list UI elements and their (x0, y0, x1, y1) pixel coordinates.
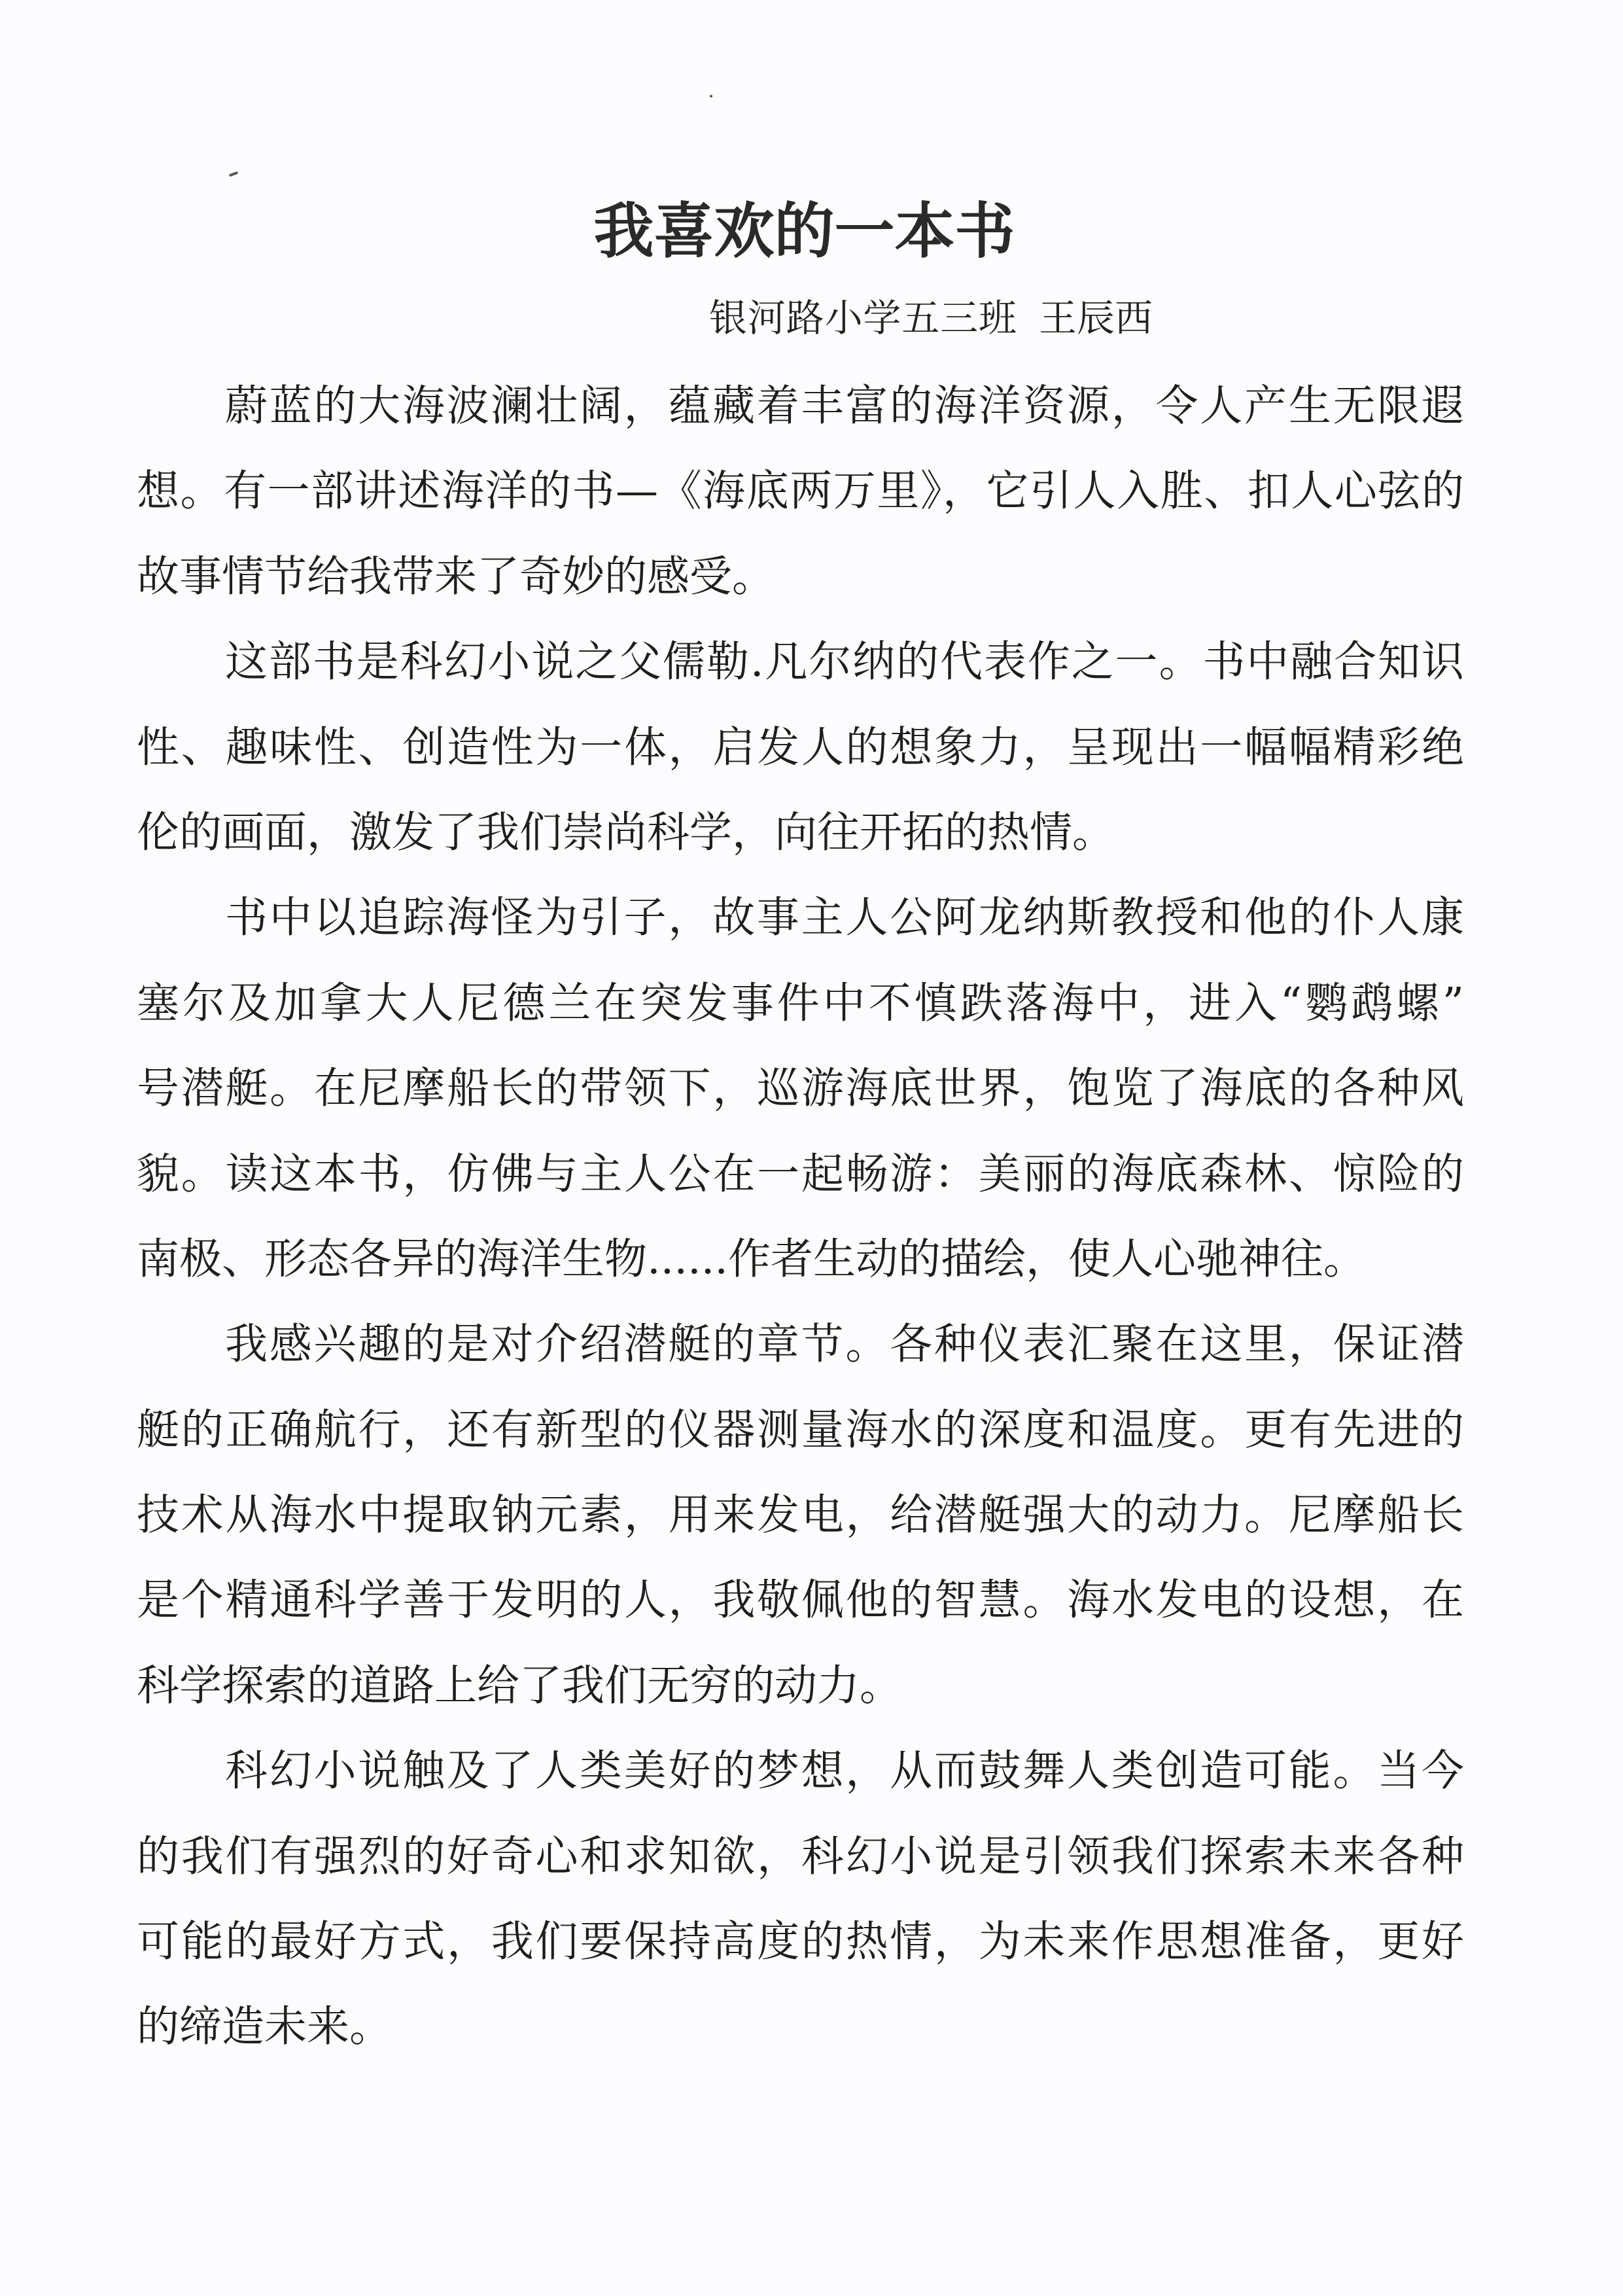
text-line: 是个精通科学善于发明的人，我敬佩他的智慧。海水发电的设想，在 (137, 1576, 1464, 1625)
text-line: 我感兴趣的是对介绍潜艇的章节。各种仪表汇聚在这里，保证潜 (225, 1320, 1464, 1369)
paragraph-1 (137, 364, 1464, 620)
text-line: 故事情节给我带来了奇妙的感受。 (137, 552, 775, 601)
text-line: 这部书是科幻小说之父儒勒.凡尔纳的代表作之一。书中融合知识 (225, 637, 1464, 687)
paragraph-5 (137, 1729, 1464, 2070)
text-line: 貌。读这本书，仿佛与主人公在一起畅游：美丽的海底森林、惊险的 (137, 1149, 1464, 1199)
text-line: 艇的正确航行，还有新型的仪器测量海水的深度和温度。更有先进的 (137, 1405, 1464, 1455)
paragraph-3 (137, 875, 1464, 1302)
author-name: 王辰西 (1039, 296, 1153, 340)
text-line: 性、趣味性、创造性为一体，启发人的想象力，呈现出一幅幅精彩绝 (137, 722, 1464, 772)
text-line: 塞尔及加拿大人尼德兰在突发事件中不慎跌落海中，进入“鹦鹉螺” (137, 978, 1464, 1028)
text-line: 南极、形态各异的海洋生物......作者生动的描绘，使人心驰神往。 (137, 1234, 1366, 1284)
text-line: 伦的画面，激发了我们崇尚科学，向往开拓的热情。 (137, 807, 1115, 857)
paragraph-4 (137, 1302, 1464, 1729)
scan-speck (710, 95, 712, 97)
scan-speck (229, 171, 239, 177)
author-school-class: 银河路小学五三班 (709, 296, 1017, 340)
text-line: 可能的最好方式，我们要保持高度的热情，为未来作思想准备，更好 (137, 1917, 1464, 1967)
text-line: 科学探索的道路上给了我们无穷的动力。 (137, 1661, 903, 1710)
text-line: 蔚蓝的大海波澜壮阔，蕴藏着丰富的海洋资源，令人产生无限遐 (225, 381, 1464, 431)
text-line: 的缔造未来。 (137, 2002, 393, 2052)
paragraph-2 (137, 620, 1464, 875)
text-line: 的我们有强烈的好奇心和求知欲，科幻小说是引领我们探索未来各种 (137, 1831, 1464, 1881)
essay-body (137, 364, 1464, 2070)
text-line: 想。有一部讲述海洋的书—《海底两万里》，它引人入胜、扣人心弦的 (137, 467, 1464, 516)
essay-title: 我喜欢的一本书 (593, 196, 1015, 266)
text-line: 号潜艇。在尼摩船长的带领下，巡游海底世界，饱览了海底的各种风 (137, 1064, 1464, 1114)
text-line: 书中以追踪海怪为引子，故事主人公阿龙纳斯教授和他的仆人康 (225, 893, 1464, 943)
text-line: 科幻小说触及了人类美好的梦想，从而鼓舞人类创造可能。当今 (225, 1746, 1464, 1796)
text-line: 技术从海水中提取钠元素，用来发电，给潜艇强大的动力。尼摩船长 (137, 1491, 1464, 1540)
